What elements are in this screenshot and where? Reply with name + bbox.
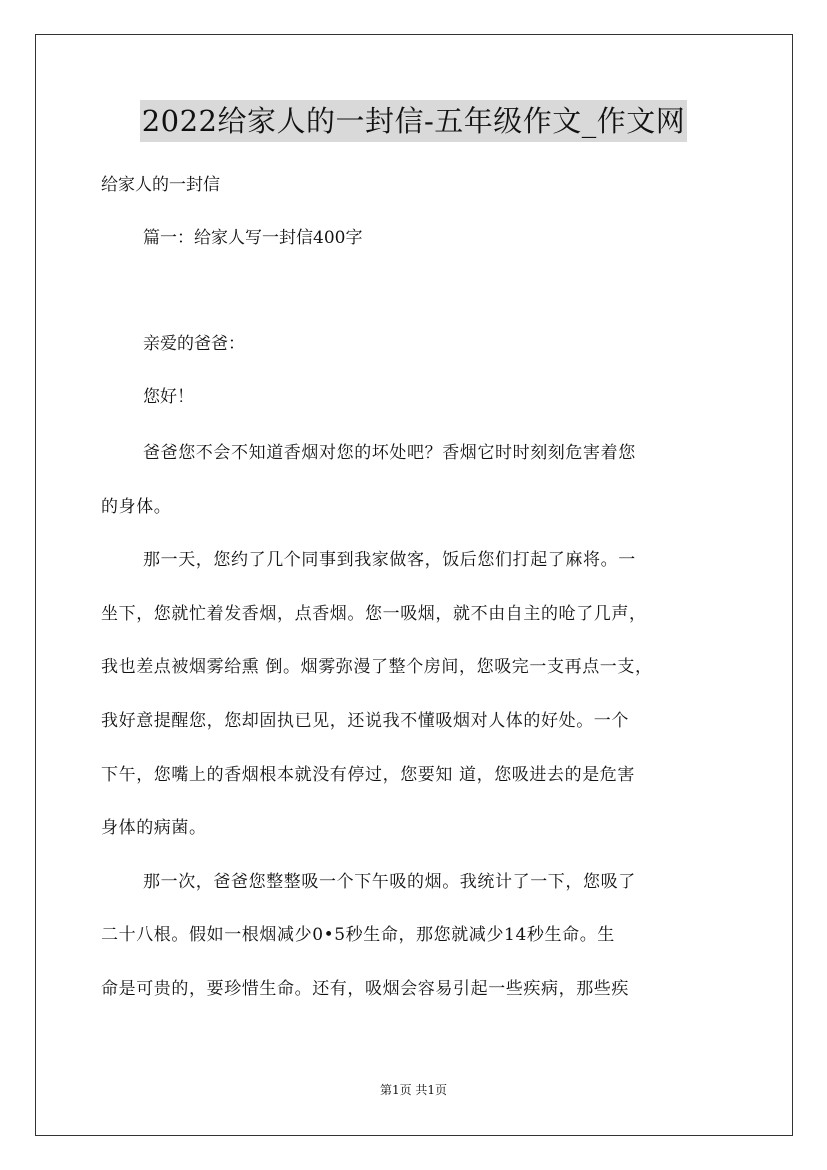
paragraph-line: 的身体。 [101, 496, 172, 517]
paragraph-line: 二十八根。假如一根烟减少0•5秒生命，那您就减少14秒生命。生 [101, 925, 615, 946]
document-title [0, 100, 827, 142]
paragraph [101, 534, 731, 856]
paragraph-line: 那一天，您约了几个同事到我家做客，饭后您们打起了麻将。一 [143, 550, 636, 571]
paragraph-line: 身体的病菌。 [101, 818, 207, 839]
paragraph-line: 下午，您嘴上的香烟根本就没有停过，您要知 道，您吸进去的是危害 [101, 764, 636, 785]
paragraph-line: 我也差点被烟雾给熏 倒。烟雾弥漫了整个房间，您吸完一支再点一支， [101, 657, 653, 678]
letter-subheading: 篇一：给家人写一封信400字 [143, 228, 363, 248]
paragraph [101, 427, 731, 534]
document-title-text: 2022给家人的一封信-五年级作文_作文网 [140, 100, 688, 142]
page-footer: 第1页 共1页 [379, 1083, 448, 1097]
paragraph [101, 856, 731, 1017]
letter-salutation: 亲爱的爸爸： [143, 334, 245, 354]
paragraph-line: 爸爸您不会不知道香烟对您的坏处吧？香烟它时时刻刻危害着您 [143, 443, 636, 463]
document-body [101, 174, 731, 1017]
paragraph-line: 我好意提醒您，您却固执已见，还说我不懂吸烟对人体的好处。一个 [101, 710, 629, 731]
paragraph-line: 坐下，您就忙着发香烟，点香烟。您一吸烟，就不由自主的呛了几声， [101, 603, 647, 624]
letter-greeting: 您好！ [143, 387, 194, 407]
paragraph-line: 那一次，爸爸您整整吸一个下午吸的烟。我统计了一下，您吸了 [143, 871, 636, 892]
letter-heading: 给家人的一封信 [101, 175, 220, 195]
paragraph-line: 命是可贵的，要珍惜生命。还有，吸烟会容易引起一些疾病，那些疾 [101, 978, 629, 999]
